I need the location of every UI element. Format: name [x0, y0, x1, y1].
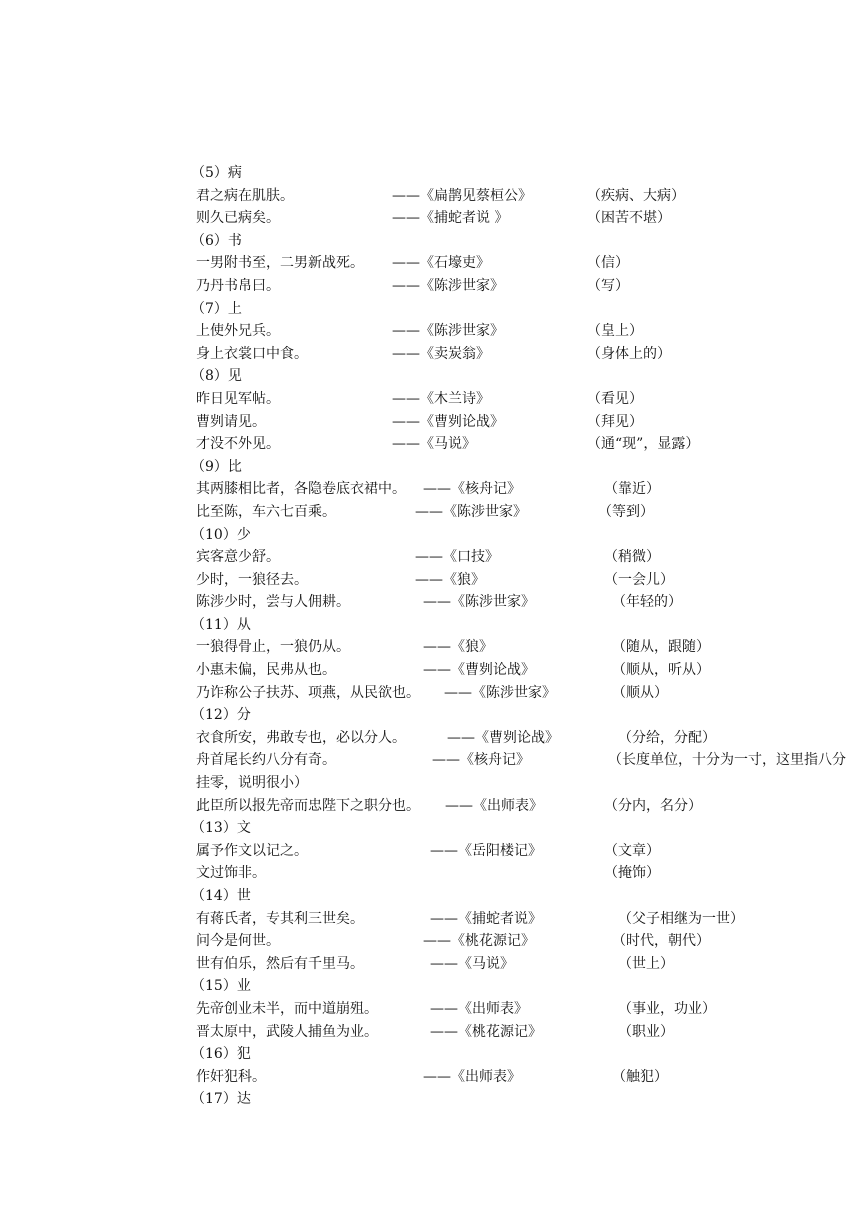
continuation-text: 挂零，说明很小） [196, 775, 308, 792]
heading-text: （15）业 [191, 978, 251, 995]
example-row [0, 862, 860, 885]
example-row [0, 636, 860, 659]
example-meaning: （父子相继为一世） [618, 910, 744, 927]
example-sentence: 世有伯乐，然后有千里马。 [196, 955, 364, 972]
section-heading [0, 975, 860, 998]
example-meaning: （分内，名分） [604, 797, 702, 814]
example-sentence: 此臣所以报先帝而忠陛下之职分也。 [196, 797, 420, 814]
heading-text: （16）犯 [191, 1046, 251, 1063]
example-meaning: （顺从） [612, 684, 668, 701]
heading-text: （8）见 [191, 368, 242, 385]
example-meaning: （通“现”，显露） [587, 436, 700, 453]
document-page [0, 162, 860, 1111]
example-meaning: （顺从，听从） [612, 662, 710, 679]
section-heading [0, 614, 860, 637]
example-sentence: 宾客意少舒。 [196, 549, 280, 566]
heading-text: （9）比 [191, 458, 242, 475]
example-sentence: 晋太原中，武陵人捕鱼为业。 [196, 1023, 378, 1040]
example-source: ——《出师表》 [430, 1000, 528, 1017]
example-meaning: （拜见） [587, 413, 643, 430]
example-row [0, 840, 860, 863]
example-meaning: （掩饰） [604, 865, 660, 882]
example-source: ——《出师表》 [423, 1068, 521, 1085]
heading-text: （5）病 [191, 165, 242, 181]
example-sentence: 问今是何世。 [196, 933, 280, 950]
example-source: ——《陈涉世家》 [423, 594, 535, 611]
example-sentence: 昨日见军帖。 [196, 390, 280, 407]
section-heading [0, 704, 860, 727]
example-sentence: 身上衣裳口中食。 [196, 345, 308, 362]
section-heading [0, 1043, 860, 1066]
example-sentence: 文过饰非。 [196, 865, 266, 882]
section-heading [0, 817, 860, 840]
example-meaning: （疾病、大病） [587, 187, 685, 204]
example-row [0, 569, 860, 592]
example-source: ——《出师表》 [445, 797, 543, 814]
example-row [0, 908, 860, 931]
example-source: ——《桃花源记》 [430, 1023, 542, 1040]
example-sentence: 曹刿请见。 [196, 413, 266, 430]
example-sentence: 其两膝相比者，各隐卷底衣裙中。 [196, 481, 406, 498]
example-source: ——《马说》 [430, 955, 514, 972]
example-sentence: 一男附书至，二男新战死。 [196, 255, 364, 272]
example-meaning: （身体上的） [587, 345, 671, 362]
section-heading [0, 298, 860, 321]
example-row [0, 659, 860, 682]
example-row [0, 682, 860, 705]
example-sentence: 乃诈称公子扶苏、项燕，从民欲也。 [196, 684, 420, 701]
heading-text: （7）上 [191, 300, 242, 317]
example-source: ——《口技》 [415, 549, 499, 566]
example-sentence: 舟首尾长约八分有奇。 [196, 752, 336, 769]
example-row [0, 343, 860, 366]
example-sentence: 陈涉少时，尝与人佣耕。 [196, 594, 350, 611]
example-source: ——《捕蛇者说 》 [392, 210, 509, 227]
example-sentence: 一狼得骨止，一狼仍从。 [196, 639, 350, 656]
example-source: ——《狼》 [415, 571, 485, 588]
section-heading [0, 162, 860, 185]
example-meaning: （触犯） [612, 1068, 668, 1085]
example-row [0, 930, 860, 953]
example-row [0, 411, 860, 434]
example-source: ——《马说》 [392, 436, 476, 453]
example-source: ——《桃花源记》 [423, 933, 535, 950]
example-sentence: 有蒋氏者，专其利三世矣。 [196, 910, 364, 927]
example-meaning: （文章） [604, 842, 660, 859]
example-source: ——《曹刿论战》 [392, 413, 504, 430]
heading-text: （13）文 [191, 820, 251, 837]
example-row [0, 252, 860, 275]
example-row [0, 749, 860, 772]
example-row [0, 501, 860, 524]
example-sentence: 少时，一狼径去。 [196, 571, 308, 588]
heading-text: （14）世 [191, 888, 251, 904]
example-meaning: （等到） [598, 503, 654, 520]
example-meaning: （一会儿） [604, 571, 674, 588]
example-meaning: （长度单位，十分为一寸，这里指八分 [608, 752, 846, 769]
heading-text: （17）达 [191, 1091, 251, 1108]
example-sentence: 才没不外见。 [196, 436, 280, 453]
example-row [0, 1021, 860, 1044]
example-row [0, 953, 860, 976]
example-row [0, 388, 860, 411]
example-meaning: （皇上） [587, 323, 643, 340]
example-sentence: 比至陈，车六七百乘。 [196, 503, 336, 520]
example-meaning: （时代，朝代） [612, 933, 710, 950]
example-source: ——《卖炭翁》 [392, 345, 490, 362]
example-row [0, 591, 860, 614]
heading-text: （11）从 [191, 616, 251, 633]
example-source: ——《木兰诗》 [392, 390, 490, 407]
section-heading [0, 456, 860, 479]
example-row [0, 998, 860, 1021]
example-sentence: 先帝创业未半，而中道崩殂。 [196, 1000, 378, 1017]
example-meaning: （随从，跟随） [612, 639, 710, 656]
example-source: ——《陈涉世家》 [392, 277, 504, 294]
example-sentence: 作奸犯科。 [196, 1068, 266, 1085]
section-heading [0, 365, 860, 388]
example-row [0, 275, 860, 298]
example-row [0, 478, 860, 501]
example-meaning: （职业） [618, 1023, 674, 1040]
example-source: ——《石壕吏》 [392, 255, 490, 272]
example-source: ——《扁鹊见蔡桓公》 [392, 187, 532, 204]
meaning-continuation [0, 772, 860, 795]
example-row [0, 433, 860, 456]
example-sentence: 君之病在肌肤。 [196, 187, 294, 204]
example-source: ——《核舟记》 [432, 752, 530, 769]
example-row [0, 185, 860, 208]
section-heading [0, 230, 860, 253]
example-meaning: （事业，功业） [618, 1000, 716, 1017]
example-source: ——《岳阳楼记》 [430, 842, 542, 859]
heading-text: （12）分 [191, 707, 251, 724]
heading-text: （10）少 [191, 526, 251, 543]
example-source: ——《曹刿论战》 [423, 662, 535, 679]
example-sentence: 衣食所安，弗敢专也，必以分人。 [196, 729, 406, 746]
example-meaning: （年轻的） [612, 594, 682, 611]
example-source: ——《陈涉世家》 [444, 684, 556, 701]
example-source: ——《捕蛇者说》 [430, 910, 542, 927]
example-source: ——《陈涉世家》 [415, 503, 527, 520]
example-meaning: （世上） [618, 955, 674, 972]
example-source: ——《陈涉世家》 [392, 323, 504, 340]
section-heading [0, 1088, 860, 1111]
example-source: ——《核舟记》 [423, 481, 521, 498]
example-row [0, 320, 860, 343]
example-row [0, 727, 860, 750]
example-meaning: （写） [587, 277, 629, 294]
section-heading [0, 885, 860, 908]
example-sentence: 上使外兄兵。 [196, 323, 280, 340]
example-meaning: （靠近） [604, 481, 660, 498]
example-row [0, 795, 860, 818]
example-sentence: 则久已病矣。 [196, 210, 280, 227]
example-sentence: 属予作文以记之。 [196, 842, 308, 859]
example-meaning: （分给，分配） [618, 729, 716, 746]
example-meaning: （稍微） [604, 549, 660, 566]
example-sentence: 小惠未偏，民弗从也。 [196, 662, 336, 679]
heading-text: （6）书 [191, 232, 242, 249]
example-row [0, 546, 860, 569]
example-sentence: 乃丹书帛曰。 [196, 277, 280, 294]
example-source: ——《曹刿论战》 [447, 729, 559, 746]
example-meaning: （看见） [587, 390, 643, 407]
example-source: ——《狼》 [423, 639, 493, 656]
example-meaning: （困苦不堪） [587, 210, 671, 227]
example-row [0, 207, 860, 230]
example-meaning: （信） [587, 255, 629, 272]
section-heading [0, 524, 860, 547]
example-row [0, 1066, 860, 1089]
